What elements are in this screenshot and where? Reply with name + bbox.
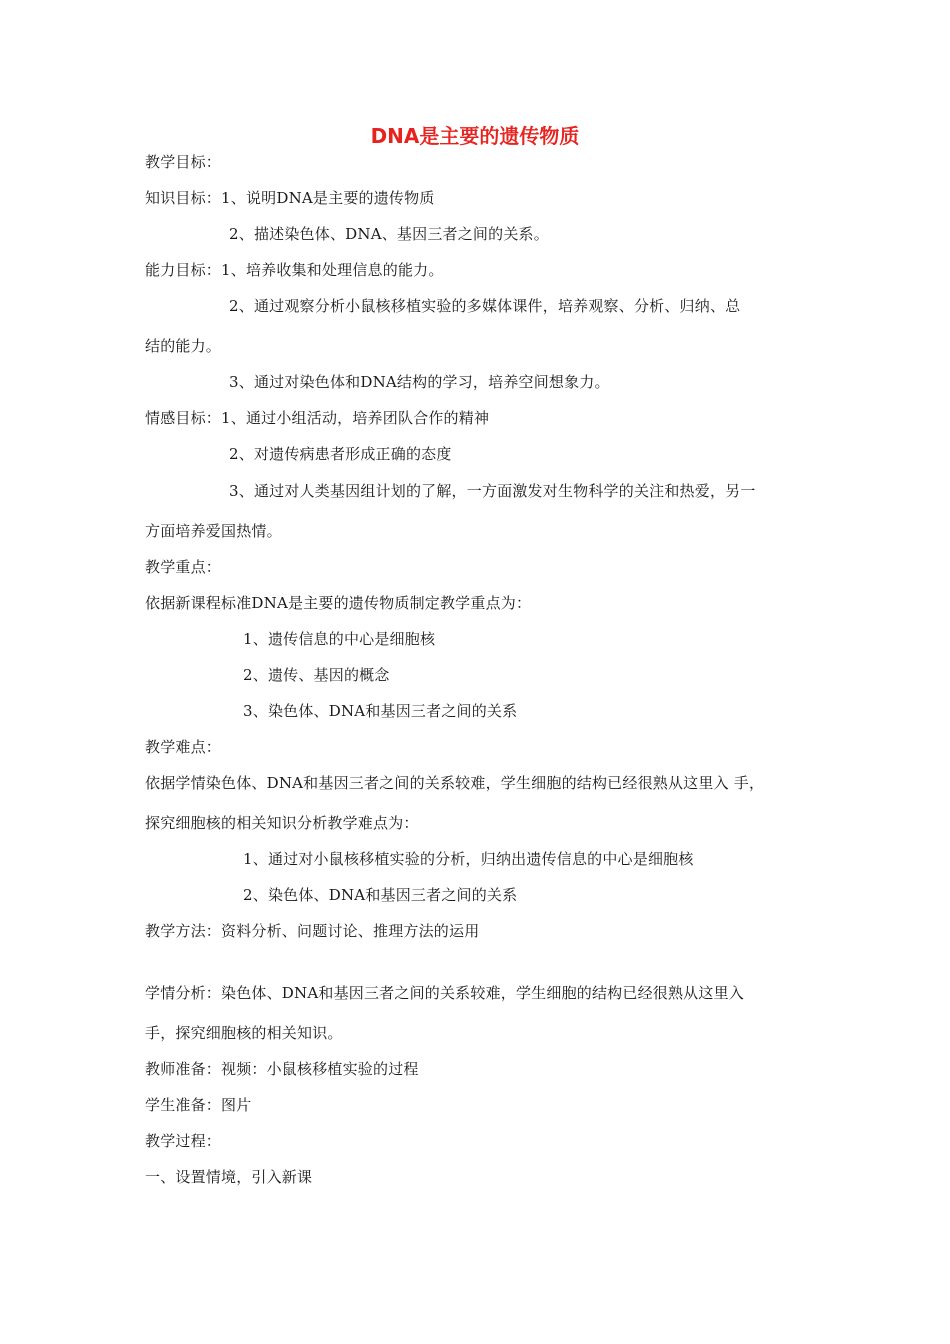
- heading-teaching-process: 教学过程：: [145, 1132, 222, 1150]
- key-point-1: 1、遗传信息的中心是细胞核: [243, 630, 436, 648]
- heading-teaching-goals: 教学目标：: [145, 153, 222, 171]
- process-step-1: 一、设置情境，引入新课: [145, 1168, 313, 1186]
- difficulties-intro-cont: 探究细胞核的相关知识分析教学难点为：: [145, 814, 419, 832]
- ability-goal-2-cont: 结的能力。: [145, 337, 222, 355]
- difficulties-intro: 依据学情染色体、DNA和基因三者之间的关系较难，学生细胞的结构已经很熟从这里入 手，: [145, 774, 765, 792]
- emotion-goal-3: 3、通过对人类基因组计划的了解，一方面激发对生物科学的关注和热爱，另一: [229, 482, 756, 500]
- knowledge-goal-2: 2、描述染色体、DNA、基因三者之间的关系。: [229, 225, 549, 243]
- heading-key-points: 教学重点：: [145, 558, 222, 576]
- key-point-2: 2、遗传、基因的概念: [243, 666, 390, 684]
- heading-difficulties: 教学难点：: [145, 738, 222, 756]
- ability-goal-2: 2、通过观察分析小鼠核移植实验的多媒体课件，培养观察、分析、归纳、总: [229, 297, 741, 315]
- ability-goal-1: 能力目标：1、培养收集和处理信息的能力。: [145, 261, 444, 279]
- difficulty-2: 2、染色体、DNA和基因三者之间的关系: [243, 886, 518, 904]
- student-preparation: 学生准备：图片: [145, 1096, 252, 1114]
- document-title: DNA是主要的遗传物质: [370, 124, 580, 148]
- emotion-goal-2: 2、对遗传病患者形成正确的态度: [229, 445, 452, 463]
- learning-analysis: 学情分析：染色体、DNA和基因三者之间的关系较难，学生细胞的结构已经很熟从这里入: [145, 984, 744, 1002]
- key-points-intro: 依据新课程标准DNA是主要的遗传物质制定教学重点为：: [145, 594, 532, 612]
- difficulty-1: 1、通过对小鼠核移植实验的分析，归纳出遗传信息的中心是细胞核: [243, 850, 694, 868]
- emotion-goal-1: 情感目标：1、通过小组活动，培养团队合作的精神: [145, 409, 490, 427]
- teacher-preparation: 教师准备：视频：小鼠核移植实验的过程: [145, 1060, 419, 1078]
- ability-goal-3: 3、通过对染色体和DNA结构的学习，培养空间想象力。: [229, 373, 610, 391]
- learning-analysis-cont: 手，探究细胞核的相关知识。: [145, 1024, 343, 1042]
- knowledge-goal-1: 知识目标：1、说明DNA是主要的遗传物质: [145, 189, 435, 207]
- key-point-3: 3、染色体、DNA和基因三者之间的关系: [243, 702, 518, 720]
- teaching-methods: 教学方法：资料分析、问题讨论、推理方法的运用: [145, 922, 480, 940]
- emotion-goal-3-cont: 方面培养爱国热情。: [145, 522, 282, 540]
